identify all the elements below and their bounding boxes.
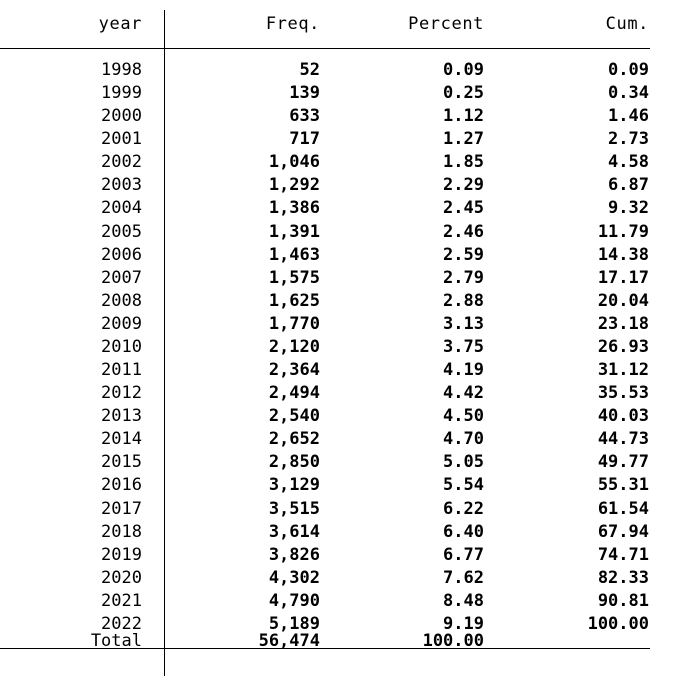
row-percent: 1.27 bbox=[443, 129, 484, 149]
row-freq: 633 bbox=[289, 106, 320, 126]
row-year: 2007 bbox=[101, 268, 142, 288]
row-freq: 2,494 bbox=[268, 383, 320, 403]
row-cum: 2.73 bbox=[608, 129, 649, 149]
row-year: 2006 bbox=[101, 245, 142, 265]
row-cum: 44.73 bbox=[597, 429, 649, 449]
row-year: 2004 bbox=[101, 198, 142, 218]
row-cum: 0.09 bbox=[608, 60, 649, 80]
row-freq: 2,120 bbox=[268, 337, 320, 357]
row-freq: 2,364 bbox=[268, 360, 320, 380]
row-freq: 139 bbox=[289, 83, 320, 103]
row-percent: 2.79 bbox=[443, 268, 484, 288]
header-percent: Percent bbox=[408, 14, 484, 34]
header-divider bbox=[0, 48, 650, 49]
row-cum: 55.31 bbox=[597, 475, 649, 495]
row-cum: 90.81 bbox=[597, 591, 649, 611]
row-year: 2022 bbox=[101, 614, 142, 634]
row-cum: 17.17 bbox=[597, 268, 649, 288]
row-percent: 9.19 bbox=[443, 614, 484, 634]
row-percent: 4.19 bbox=[443, 360, 484, 380]
row-freq: 5,189 bbox=[268, 614, 320, 634]
row-year: 2002 bbox=[101, 152, 142, 172]
row-percent: 0.25 bbox=[443, 83, 484, 103]
row-percent: 1.85 bbox=[443, 152, 484, 172]
row-year: 2003 bbox=[101, 175, 142, 195]
total-freq: 56,474 bbox=[258, 631, 320, 651]
row-cum: 49.77 bbox=[597, 452, 649, 472]
row-freq: 1,386 bbox=[268, 198, 320, 218]
header-year: year bbox=[98, 14, 142, 34]
row-freq: 2,540 bbox=[268, 406, 320, 426]
row-percent: 6.40 bbox=[443, 522, 484, 542]
row-percent: 2.29 bbox=[443, 175, 484, 195]
row-percent: 2.45 bbox=[443, 198, 484, 218]
row-year: 2018 bbox=[101, 522, 142, 542]
row-year: 2001 bbox=[101, 129, 142, 149]
row-freq: 2,850 bbox=[268, 452, 320, 472]
row-year: 2008 bbox=[101, 291, 142, 311]
column-divider bbox=[164, 10, 165, 676]
row-percent: 2.59 bbox=[443, 245, 484, 265]
row-percent: 5.05 bbox=[443, 452, 484, 472]
row-year: 2005 bbox=[101, 222, 142, 242]
row-percent: 3.13 bbox=[443, 314, 484, 334]
row-cum: 67.94 bbox=[597, 522, 649, 542]
row-cum: 11.79 bbox=[597, 222, 649, 242]
row-cum: 26.93 bbox=[597, 337, 649, 357]
row-year: 2021 bbox=[101, 591, 142, 611]
row-year: 2019 bbox=[101, 545, 142, 565]
row-freq: 3,614 bbox=[268, 522, 320, 542]
row-cum: 40.03 bbox=[597, 406, 649, 426]
header-cum: Cum. bbox=[605, 14, 649, 34]
row-year: 2009 bbox=[101, 314, 142, 334]
row-year: 2014 bbox=[101, 429, 142, 449]
row-percent: 4.70 bbox=[443, 429, 484, 449]
row-cum: 6.87 bbox=[608, 175, 649, 195]
row-year: 2012 bbox=[101, 383, 142, 403]
row-percent: 1.12 bbox=[443, 106, 484, 126]
row-cum: 14.38 bbox=[597, 245, 649, 265]
row-cum: 4.58 bbox=[608, 152, 649, 172]
row-freq: 1,463 bbox=[268, 245, 320, 265]
row-percent: 4.42 bbox=[443, 383, 484, 403]
row-freq: 717 bbox=[289, 129, 320, 149]
row-freq: 1,575 bbox=[268, 268, 320, 288]
row-year: 1998 bbox=[101, 60, 142, 80]
row-freq: 1,391 bbox=[268, 222, 320, 242]
total-label: Total bbox=[90, 631, 142, 651]
row-percent: 8.48 bbox=[443, 591, 484, 611]
row-year: 2020 bbox=[101, 568, 142, 588]
row-cum: 0.34 bbox=[608, 83, 649, 103]
row-cum: 74.71 bbox=[597, 545, 649, 565]
row-freq: 52 bbox=[299, 60, 320, 80]
row-year: 2011 bbox=[101, 360, 142, 380]
row-freq: 3,826 bbox=[268, 545, 320, 565]
row-year: 2013 bbox=[101, 406, 142, 426]
row-freq: 3,515 bbox=[268, 499, 320, 519]
total-percent: 100.00 bbox=[422, 631, 484, 651]
row-cum: 100.00 bbox=[587, 614, 649, 634]
row-year: 1999 bbox=[101, 83, 142, 103]
row-cum: 61.54 bbox=[597, 499, 649, 519]
row-year: 2015 bbox=[101, 452, 142, 472]
row-percent: 4.50 bbox=[443, 406, 484, 426]
header-freq: Freq. bbox=[265, 14, 320, 34]
row-cum: 9.32 bbox=[608, 198, 649, 218]
row-percent: 0.09 bbox=[443, 60, 484, 80]
row-year: 2017 bbox=[101, 499, 142, 519]
row-cum: 82.33 bbox=[597, 568, 649, 588]
row-year: 2010 bbox=[101, 337, 142, 357]
row-percent: 2.46 bbox=[443, 222, 484, 242]
row-percent: 3.75 bbox=[443, 337, 484, 357]
row-percent: 5.54 bbox=[443, 475, 484, 495]
row-freq: 4,302 bbox=[268, 568, 320, 588]
row-cum: 35.53 bbox=[597, 383, 649, 403]
row-cum: 1.46 bbox=[608, 106, 649, 126]
row-freq: 3,129 bbox=[268, 475, 320, 495]
row-cum: 23.18 bbox=[597, 314, 649, 334]
row-percent: 2.88 bbox=[443, 291, 484, 311]
row-freq: 1,625 bbox=[268, 291, 320, 311]
row-freq: 4,790 bbox=[268, 591, 320, 611]
row-year: 2016 bbox=[101, 475, 142, 495]
row-cum: 31.12 bbox=[597, 360, 649, 380]
row-freq: 1,770 bbox=[268, 314, 320, 334]
row-freq: 2,652 bbox=[268, 429, 320, 449]
row-cum: 20.04 bbox=[597, 291, 649, 311]
row-percent: 6.22 bbox=[443, 499, 484, 519]
row-year: 2000 bbox=[101, 106, 142, 126]
row-freq: 1,292 bbox=[268, 175, 320, 195]
row-percent: 7.62 bbox=[443, 568, 484, 588]
row-percent: 6.77 bbox=[443, 545, 484, 565]
row-freq: 1,046 bbox=[268, 152, 320, 172]
